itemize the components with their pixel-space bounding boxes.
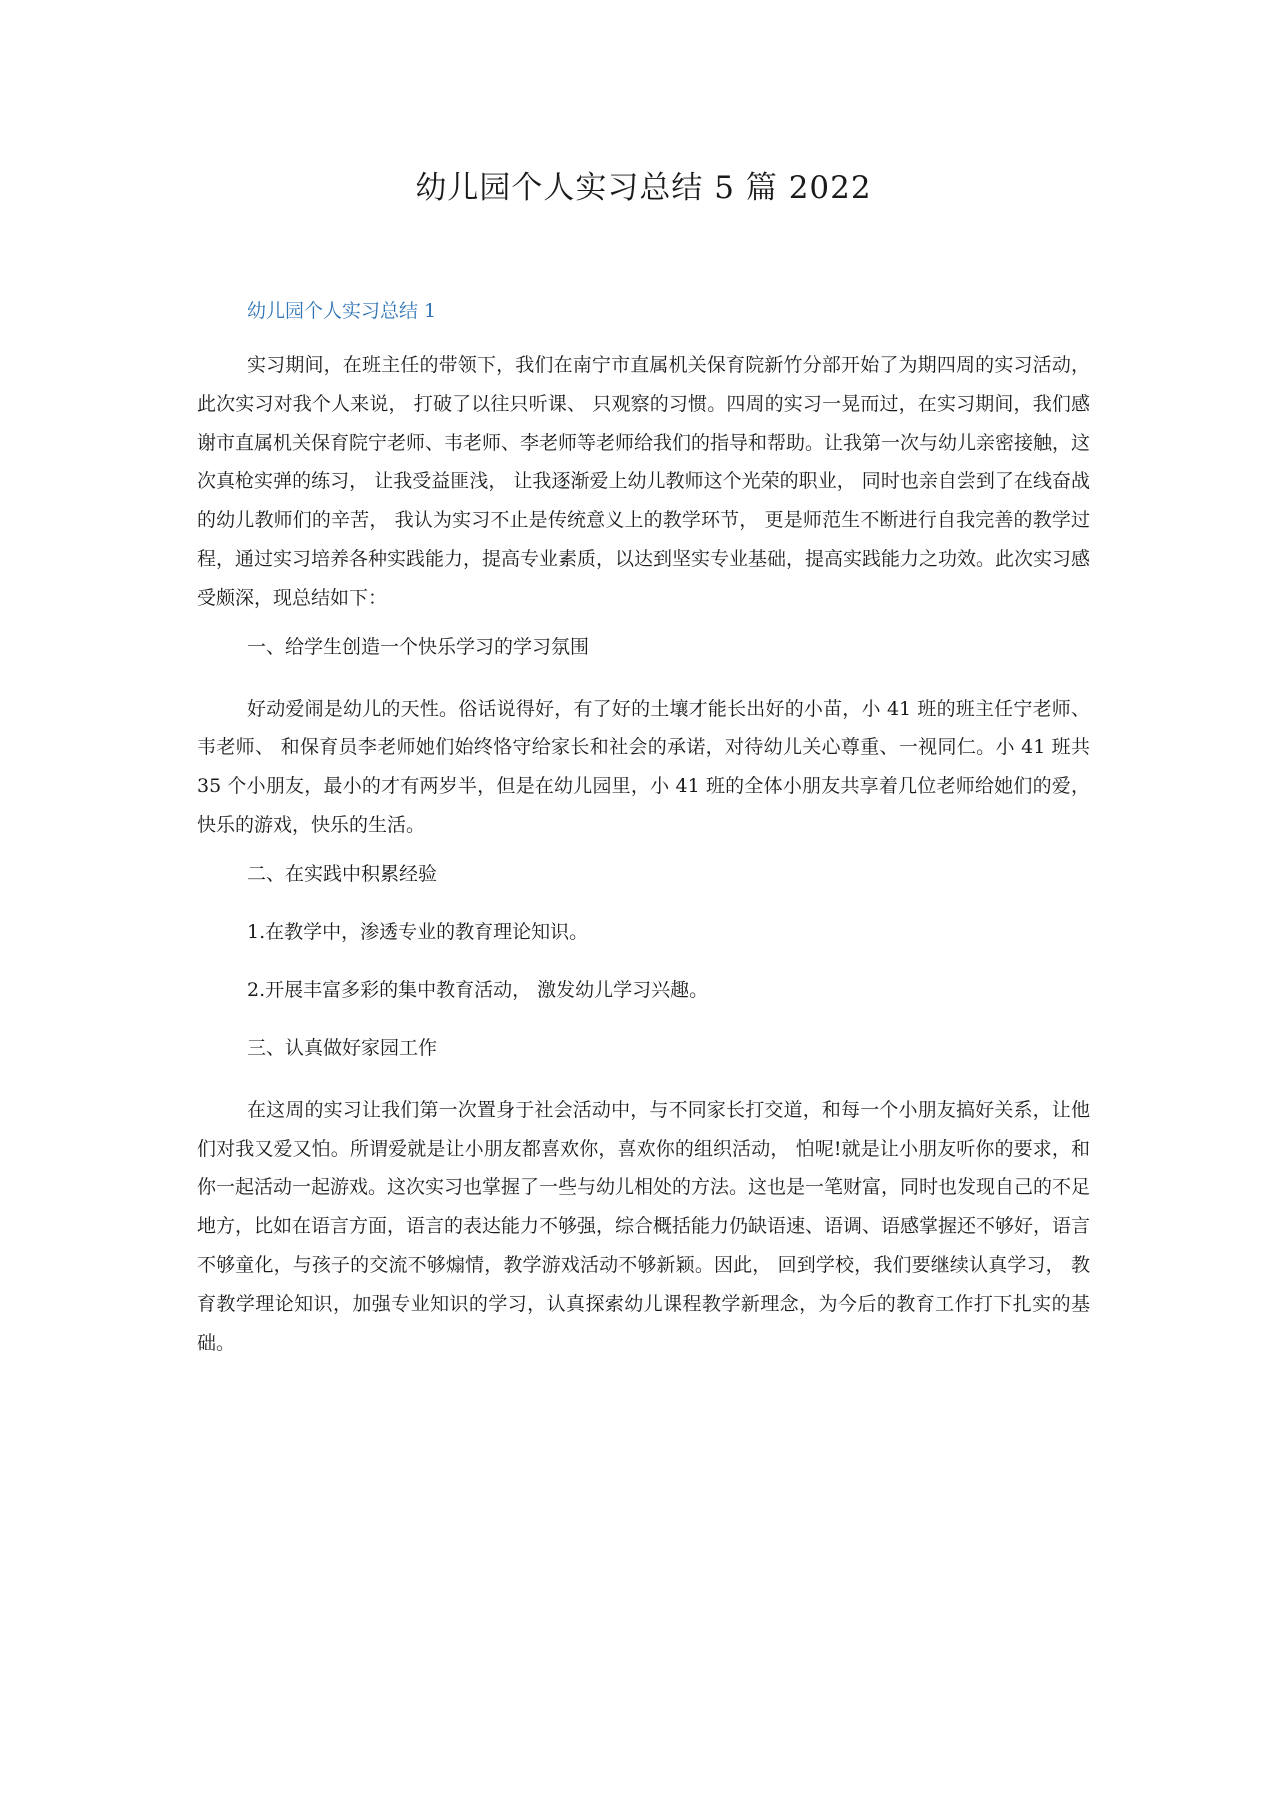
subheading-2: 二、在实践中积累经验	[247, 862, 438, 885]
subheading-3: 三、认真做好家园工作	[247, 1036, 438, 1059]
section-heading: 幼儿园个人实习总结 1	[247, 300, 437, 322]
list-item-1: 1.在教学中，渗透专业的教育理论知识。	[247, 920, 589, 943]
subheading-1: 一、给学生创造一个快乐学习的学习氛围	[247, 635, 590, 658]
paragraph-1: 好动爱闹是幼儿的天性。俗话说得好，有了好的土壤才能长出好的小苗，小 41 班的班主任宁老师、 韦老师、 和保育员李老师她们始终恪守给家长和社会的承诺，对待幼儿关心尊重、一视同仁。小 41 班共 35 个小朋友，最小的才有两岁半，但是在幼儿园里，小 41 班的全体小朋友共享着几位老师给她们的爱， 快乐的游戏，快乐的生活。	[197, 697, 1090, 836]
paragraph-3: 在这周的实习让我们第一次置身于社会活动中，与不同家长打交道，和每一个小朋友搞好关系，让他们对我又爱又怕。所谓爱就是让小朋友都喜欢你，喜欢你的组织活动， 怕呢!就是让小朋友听你的要求，和你一起活动一起游戏。这次实习也掌握了一些与幼儿相处的方法。这也是一笔财富，同时也发现自己的不足地方，比如在语言方面，语言的表达能力不够强，综合概括能力仍缺语速、语调、语感掌握还不够好，语言不够童化，与孩子的交流不够煽情，教学游戏活动不够新颖。因此， 回到学校，我们要继续认真学习， 教育教学理论知识，加强专业知识的学习，认真探索幼儿课程教学新理念，为今后的教育工作打下扎实的基础。	[197, 1098, 1091, 1354]
list-item-2: 2.开展丰富多彩的集中教育活动， 激发幼儿学习兴趣。	[247, 978, 709, 1001]
document-title: 幼儿园个人实习总结 5 篇 2022	[415, 170, 872, 206]
intro-paragraph: 实习期间，在班主任的带领下，我们在南宁市直属机关保育院新竹分部开始了为期四周的实习活动， 此次实习对我个人来说， 打破了以往只听课、 只观察的习惯。四周的实习一晃而过，在实习期间，我们感谢市直属机关保育院宁老师、韦老师、李老师等老师给我们的指导和帮助。让我第一次与幼儿亲密接触，这次真枪实弹的练习， 让我受益匪浅， 让我逐渐爱上幼儿教师这个光荣的职业， 同时也亲自尝到了在线奋战的幼儿教师们的辛苦， 我认为实习不止是传统意义上的教学环节， 更是师范生不断进行自我完善的教学过程，通过实习培养各种实践能力，提高专业素质，以达到坚实专业基础，提高实践能力之功效。此次实习感受颇深，现总结如下：	[197, 354, 1091, 609]
